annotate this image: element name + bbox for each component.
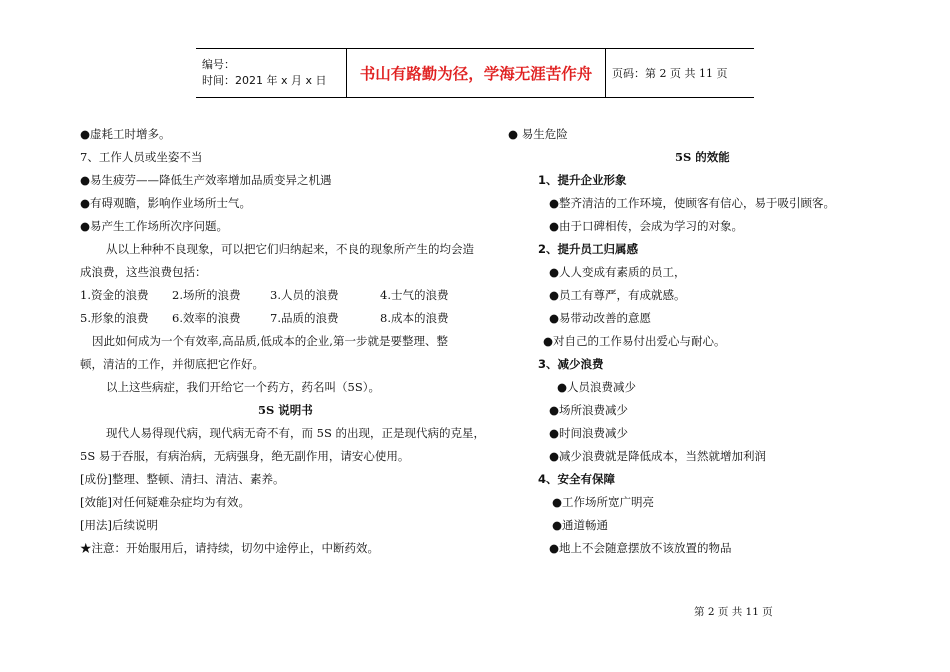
- bullet-clean-environment: ●整齐清洁的工作环境，使顾客有信心，易于吸引顾客。: [549, 196, 836, 210]
- bullet-wasted-hours: ●虚耗工时增多。: [80, 127, 171, 141]
- bullet-fatigue: ●易生疲劳——降低生产效率增加品质变异之机遇: [80, 173, 332, 187]
- waste-item: 1.资金的浪费: [80, 288, 149, 302]
- ingredients-line: [成份]整理、整顿、清扫、清洁、素养。: [80, 472, 285, 486]
- bullet-space-waste: ●场所浪费减少: [549, 403, 629, 417]
- serial-number-label: 编号：: [202, 58, 235, 71]
- date-text: 时间：2021 年 x 月 x 日: [202, 74, 327, 87]
- effect-heading-waste: 3、减少浪费: [538, 357, 604, 371]
- efficiency-paragraph-line2: 顿，清洁的工作，并彻底把它作好。: [80, 357, 264, 371]
- modern-disease-line2: 5S 易于吞服，有病治病，无病强身，绝无副作用，请安心使用。: [80, 449, 410, 463]
- bullet-care: ●对自己的工作易付出爱心与耐心。: [543, 334, 726, 348]
- waste-item: 8.成本的浪费: [380, 311, 449, 325]
- caution-line: ★注意：开始服用后，请持续，切勿中途停止，中断药效。: [80, 541, 379, 555]
- modern-disease-line1: 现代人易得现代病，现代病无奇不有，而 5S 的出现，正是现代病的克星，: [106, 426, 486, 440]
- bullet-reputation: ●由于口碑相传，会成为学习的对象。: [549, 219, 744, 233]
- bullet-bright-workplace: ●工作场所宽广明亮: [552, 495, 655, 509]
- 5s-effect-title: 5S 的效能: [675, 150, 730, 164]
- page-code: 页码：第 2 页 共 11 页: [612, 67, 728, 80]
- waste-item: 7.品质的浪费: [270, 311, 339, 325]
- bullet-danger: ● 易生危险: [508, 127, 568, 141]
- effect-heading-belonging: 2、提升员工归属感: [538, 242, 639, 256]
- 5s-manual-title: 5S 说明书: [258, 403, 313, 417]
- bullet-dignity: ●员工有尊严，有成就感。: [549, 288, 686, 302]
- efficiency-paragraph-line1: 因此如何成为一个有效率,高品质,低成本的企业,第一步就是要整理、整: [92, 334, 448, 348]
- header-motto-cell: [347, 49, 606, 97]
- bullet-order-problem: ●易产生工作场所次序问题。: [80, 219, 229, 233]
- bullet-improvement: ●易带动改善的意愿: [549, 311, 652, 325]
- item-posture-heading: 7、工作人员或坐姿不当: [80, 150, 203, 164]
- bullet-clear-aisles: ●通道畅通: [552, 518, 609, 532]
- bullet-appearance: ●有碍观瞻，影响作业场所士气。: [80, 196, 252, 210]
- waste-item: 5.形象的浪费: [80, 311, 149, 325]
- page-footer: 第 2 页 共 11 页: [694, 606, 773, 618]
- bullet-floor-clear: ●地上不会随意摆放不该放置的物品: [549, 541, 732, 555]
- page-header: [196, 48, 754, 98]
- waste-item: 3.人员的浪费: [270, 288, 339, 302]
- summary-paragraph-line2: 成浪费，这些浪费包括：: [80, 265, 207, 279]
- usage-line: [用法]后续说明: [80, 518, 158, 532]
- waste-item: 4.士气的浪费: [380, 288, 449, 302]
- efficacy-line: [效能]对任何疑难杂症均为有效。: [80, 495, 250, 509]
- header-meta: [196, 49, 347, 97]
- header-page-code-cell: [606, 49, 727, 97]
- bullet-staff-waste: ●人员浪费减少: [557, 380, 637, 394]
- waste-item: 2.场所的浪费: [172, 288, 241, 302]
- prescription-sentence: 以上这些病症，我们开给它一个药方，药名叫（5S）。: [106, 380, 380, 394]
- waste-item: 6.效率的浪费: [172, 311, 241, 325]
- bullet-time-waste: ●时间浪费减少: [549, 426, 629, 440]
- effect-heading-safety: 4、安全有保障: [538, 472, 616, 486]
- bullet-cost-profit: ●减少浪费就是降低成本，当然就增加利润: [549, 449, 767, 463]
- effect-heading-image: 1、提升企业形象: [538, 173, 627, 187]
- summary-paragraph-line1: 从以上种种不良现象，可以把它们归纳起来，不良的现象所产生的均会造: [106, 242, 474, 256]
- motto: 书山有路勤为径，学海无涯苦作舟: [359, 65, 593, 83]
- bullet-quality-staff: ●人人变成有素质的员工，: [549, 265, 686, 279]
